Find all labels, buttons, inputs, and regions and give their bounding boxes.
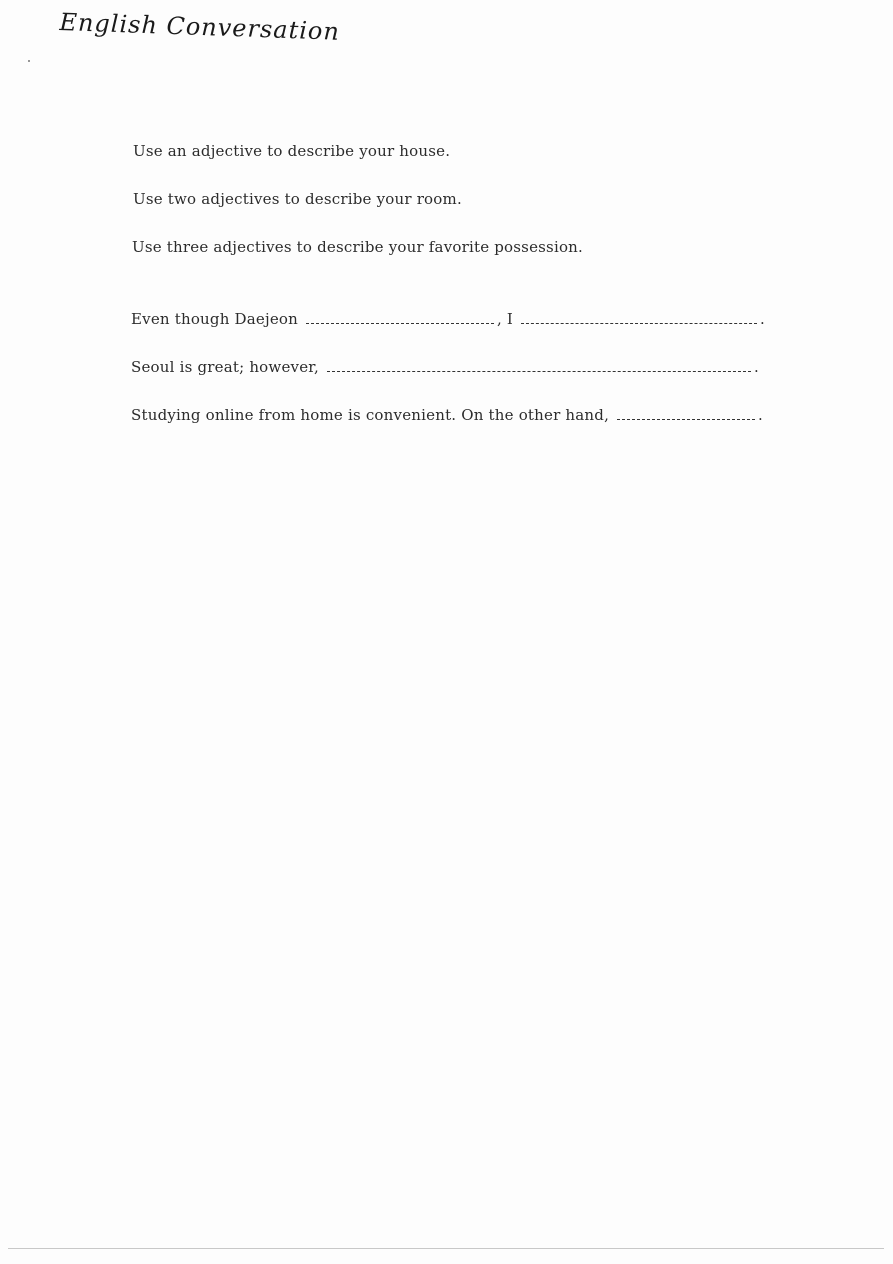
answer-blank[interactable] [306,312,494,324]
sentence-studying-end: . [758,406,763,424]
prompt-room: Use two adjectives to describe your room. [133,190,462,208]
sentence-daejeon-start: Even though Daejeon [131,310,299,328]
answer-blank[interactable] [521,312,757,324]
scan-speck [28,60,30,62]
answer-blank[interactable] [327,360,751,372]
handwritten-title: English Conversation [59,8,341,46]
sentence-studying [131,406,763,424]
sentence-daejeon [131,310,765,328]
sentence-studying-start: Studying online from home is convenient. On the other hand, [131,406,610,424]
prompt-possession: Use three adjectives to describe your favorite possession. [132,238,584,256]
sentence-seoul [131,358,759,376]
prompt-house: Use an adjective to describe your house. [133,142,451,160]
sentence-seoul-end: . [753,358,759,376]
answer-blank[interactable] [617,408,755,420]
sentence-seoul-start: Seoul is great; however, [131,358,319,376]
scan-bottom-edge [8,1248,884,1249]
sentence-daejeon-end: . [760,310,765,328]
sentence-daejeon-middle: , I [496,310,514,328]
